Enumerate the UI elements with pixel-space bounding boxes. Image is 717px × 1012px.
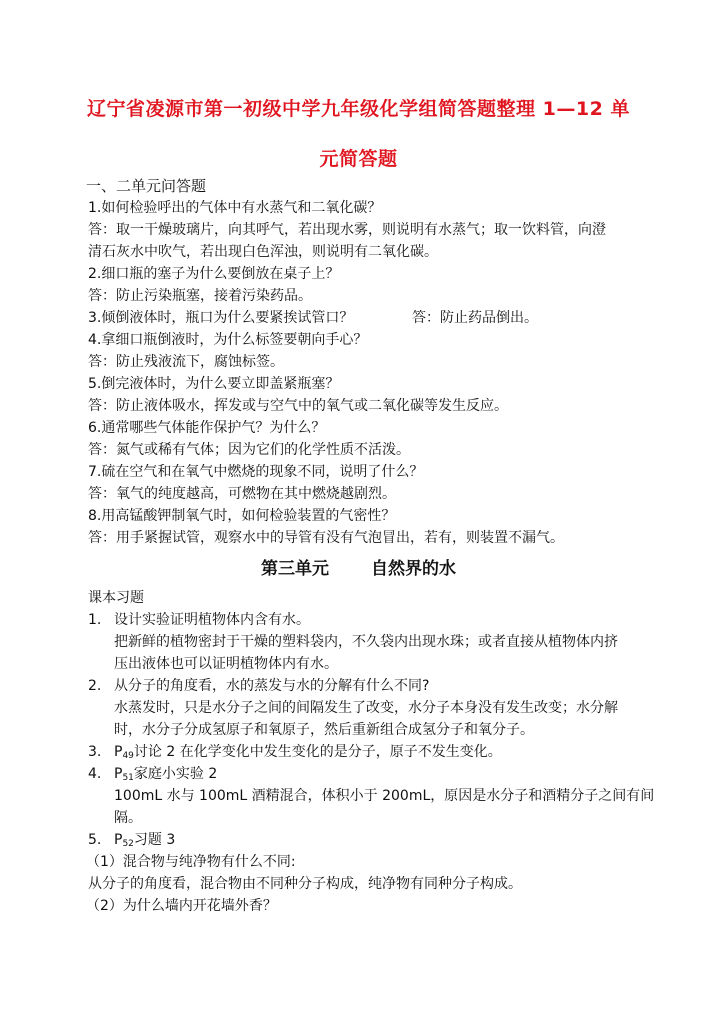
answer-line: 答：取一干燥玻璃片，向其呼气，若出现水雾，则说明有水蒸气；取一饮料管，向澄 xyxy=(88,222,606,238)
item-question-text: 习题 3 xyxy=(133,832,176,848)
item-number: 5. xyxy=(88,832,102,848)
unit-3-heading xyxy=(0,554,717,579)
item-question: 设计实验证明植物体内含有水。 xyxy=(114,612,310,628)
section-heading: 一、二单元问答题 xyxy=(86,177,207,195)
document-title-line-2: 元简答题 xyxy=(319,148,398,170)
unit-3-heading-number: 第三单元 xyxy=(261,559,329,579)
page-ref-number: 52 xyxy=(122,839,134,849)
question-line: 3.倾倒液体时，瓶口为什么要紧挨试管口？ xyxy=(88,310,354,326)
item-answer: 时，水分子分成氢原子和氧原子，然后重新组合成氢分子和氧分子。 xyxy=(114,722,534,738)
question-line: 2.细口瓶的塞子为什么要倒放在桌子上？ xyxy=(88,266,340,282)
answer-line: 答：用手紧握试管，观察水中的导管有没有气泡冒出，若有，则装置不漏气。 xyxy=(88,530,564,546)
answer-line: 答：氧气的纯度越高，可燃物在其中燃烧越剧烈。 xyxy=(88,486,396,502)
item-question xyxy=(114,764,217,788)
question-line: 1.如何检验呼出的气体中有水蒸气和二氧化碳？ xyxy=(88,200,382,216)
item-number: 3. xyxy=(88,744,102,760)
item-question-text: 家庭小实验 2 xyxy=(133,766,218,782)
question-line: 8.用高锰酸钾制氧气时，如何检验装置的气密性？ xyxy=(88,508,396,524)
sub-question: （2）为什么墙内开花墙外香？ xyxy=(86,898,277,914)
item-number: 2. xyxy=(88,678,102,694)
item-question: 从分子的角度看，水的蒸发与水的分解有什么不同? xyxy=(114,678,430,694)
question-line: 5.倒完液体时，为什么要立即盖紧瓶塞？ xyxy=(88,376,340,392)
item-answer: 水蒸发时，只是水分子之间的间隔发生了改变，水分子本身没有发生改变；水分解 xyxy=(114,700,618,716)
item-question xyxy=(114,742,502,766)
page-ref-number: 49 xyxy=(122,751,134,761)
page-ref-letter: P xyxy=(114,744,123,760)
page-ref-letter: P xyxy=(114,832,123,848)
answer-line: 答：防止液体吸水，挥发或与空气中的氧气或二氧化碳等发生反应。 xyxy=(88,398,508,414)
sub-question: （1）混合物与纯净物有什么不同: xyxy=(86,854,296,870)
subheading: 课本习题 xyxy=(88,590,144,606)
page-ref-letter: P xyxy=(114,766,123,782)
question-line: 4.拿细口瓶倒液时，为什么标签要朝向手心？ xyxy=(88,332,368,348)
document-title-line-1: 辽宁省凌源市第一初级中学九年级化学组简答题整理 1—12 单 xyxy=(87,98,630,120)
item-question xyxy=(114,830,175,854)
item-question-text: 讨论 2 在化学变化中发生变化的是分子，原子不发生变化。 xyxy=(133,744,502,760)
answer-line: 答：防止药品倒出。 xyxy=(412,310,538,326)
answer-line: 答：氮气或稀有气体；因为它们的化学性质不活泼。 xyxy=(88,442,410,458)
item-answer: 把新鲜的植物密封于干燥的塑料袋内，不久袋内出现水珠；或者直接从植物体内挤 xyxy=(114,634,618,650)
item-number: 4. xyxy=(88,766,102,782)
question-line: 6.通常哪些气体能作保护气？为什么？ xyxy=(88,420,326,436)
question-line: 7.硫在空气和在氧气中燃烧的现象不同，说明了什么？ xyxy=(88,464,424,480)
item-answer: 隔。 xyxy=(114,810,142,826)
answer-line: 答：防止残液流下，腐蚀标签。 xyxy=(88,354,284,370)
item-answer: 压出液体也可以证明植物体内有水。 xyxy=(114,656,338,672)
answer-line: 答：防止污染瓶塞，接着污染药品。 xyxy=(88,288,312,304)
sub-answer: 从分子的角度看，混合物由不同种分子构成，纯净物有同种分子构成。 xyxy=(88,876,522,892)
page-ref-number: 51 xyxy=(122,773,134,783)
item-answer: 100mL 水与 100mL 酒精混合，体积小于 200mL，原因是水分子和酒精分子之间有间 xyxy=(114,788,655,804)
item-number: 1. xyxy=(88,612,102,628)
answer-line: 清石灰水中吹气，若出现白色浑浊，则说明有二氧化碳。 xyxy=(88,244,438,260)
unit-3-heading-title: 自然界的水 xyxy=(371,559,456,579)
